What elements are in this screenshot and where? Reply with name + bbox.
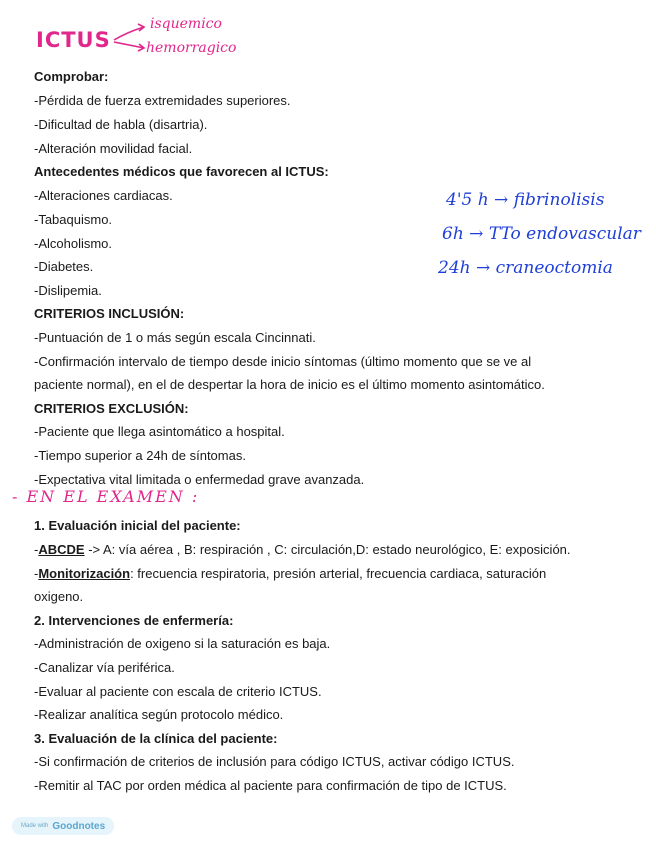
abcde-text: -> A: vía aérea , B: respiración , C: circulación,D: estado neurológico, E: exposición. [84,542,571,557]
text-line: -Diabetes. [34,259,94,274]
text-line: paciente normal), en el de despertar la hora de inicio es el último momento asintomático. [34,377,545,392]
text-line: -Realizar analítica según protocolo médico. [34,707,284,722]
text-line: -Tiempo superior a 24h de síntomas. [34,448,246,463]
heading-criterios-inclusion: CRITERIOS INCLUSIÓN: [34,306,185,321]
text-line: -Alcoholismo. [34,236,113,251]
text-line: -Remitir al TAC por orden médica al paciente para confirmación de tipo de ICTUS. [34,778,507,793]
text-line: -Alteraciones cardiacas. [34,188,173,203]
text-line-abcde: -ABCDE -> A: vía aérea , B: respiración , C: circulación,D: estado neurológico, E: exposición. [34,542,571,557]
text-line: -Puntuación de 1 o más según escala Cincinnati. [34,330,316,345]
text-line: -Administración de oxigeno si la saturación es baja. [34,636,331,651]
heading-comprobar: Comprobar: [34,69,109,84]
badge-small-text: Made with [21,823,49,829]
text-line: -Paciente que llega asintomático a hospital. [34,424,285,439]
made-with-goodnotes-badge [12,817,114,835]
handwritten-hemorragico: hemorragico [146,40,237,56]
text-line: -Dificultad de habla (disartria). [34,117,208,132]
text-line: -Alteración movilidad facial. [34,141,193,156]
text-line: -Pérdida de fuerza extremidades superiores. [34,93,291,108]
abcde-label: ABCDE [38,542,85,557]
note-craneoctomia: 24h → craneoctomia [438,258,613,278]
branch-arrows-icon [112,14,148,54]
text-line: -Canalizar vía periférica. [34,660,175,675]
handwritten-title: ICTUS [36,28,111,52]
text-line: -Confirmación intervalo de tiempo desde inicio síntomas (último momento que se ve al [34,354,532,369]
badge-brand-text: Goodnotes [52,820,106,832]
text-line: -Si confirmación de criterios de inclusión para código ICTUS, activar código ICTUS. [34,754,515,769]
heading-intervenciones: 2. Intervenciones de enfermería: [34,613,234,628]
text-line: -Dislipemia. [34,283,102,298]
text-line: -Expectativa vital limitada o enfermedad grave avanzada. [34,472,365,487]
heading-evaluacion-clinica: 3. Evaluación de la clínica del paciente: [34,731,278,746]
heading-evaluacion-inicial: 1. Evaluación inicial del paciente: [34,518,241,533]
text-line-monitorizacion: -Monitorización: frecuencia respiratoria, presión arterial, frecuencia cardiaca, saturación [34,566,547,581]
text-line: oxigeno. [34,589,84,604]
heading-antecedentes: Antecedentes médicos que favorecen al ICTUS: [34,164,329,179]
handwritten-isquemico: isquemico [150,16,222,32]
heading-criterios-exclusion: CRITERIOS EXCLUSIÓN: [34,401,189,416]
text-line: -Evaluar al paciente con escala de criterio ICTUS. [34,684,322,699]
text-line: -Tabaquismo. [34,212,113,227]
monitorizacion-label: Monitorización [38,566,131,581]
note-endovascular: 6h → TTo endovascular [442,224,641,244]
monitorizacion-text: : frecuencia respiratoria, presión arterial, frecuencia cardiaca, saturación [130,566,547,581]
handwritten-section-heading: - EN EL EXAMEN : [12,487,200,506]
note-fibrinolisis: 4'5 h → fibrinolisis [446,190,605,210]
